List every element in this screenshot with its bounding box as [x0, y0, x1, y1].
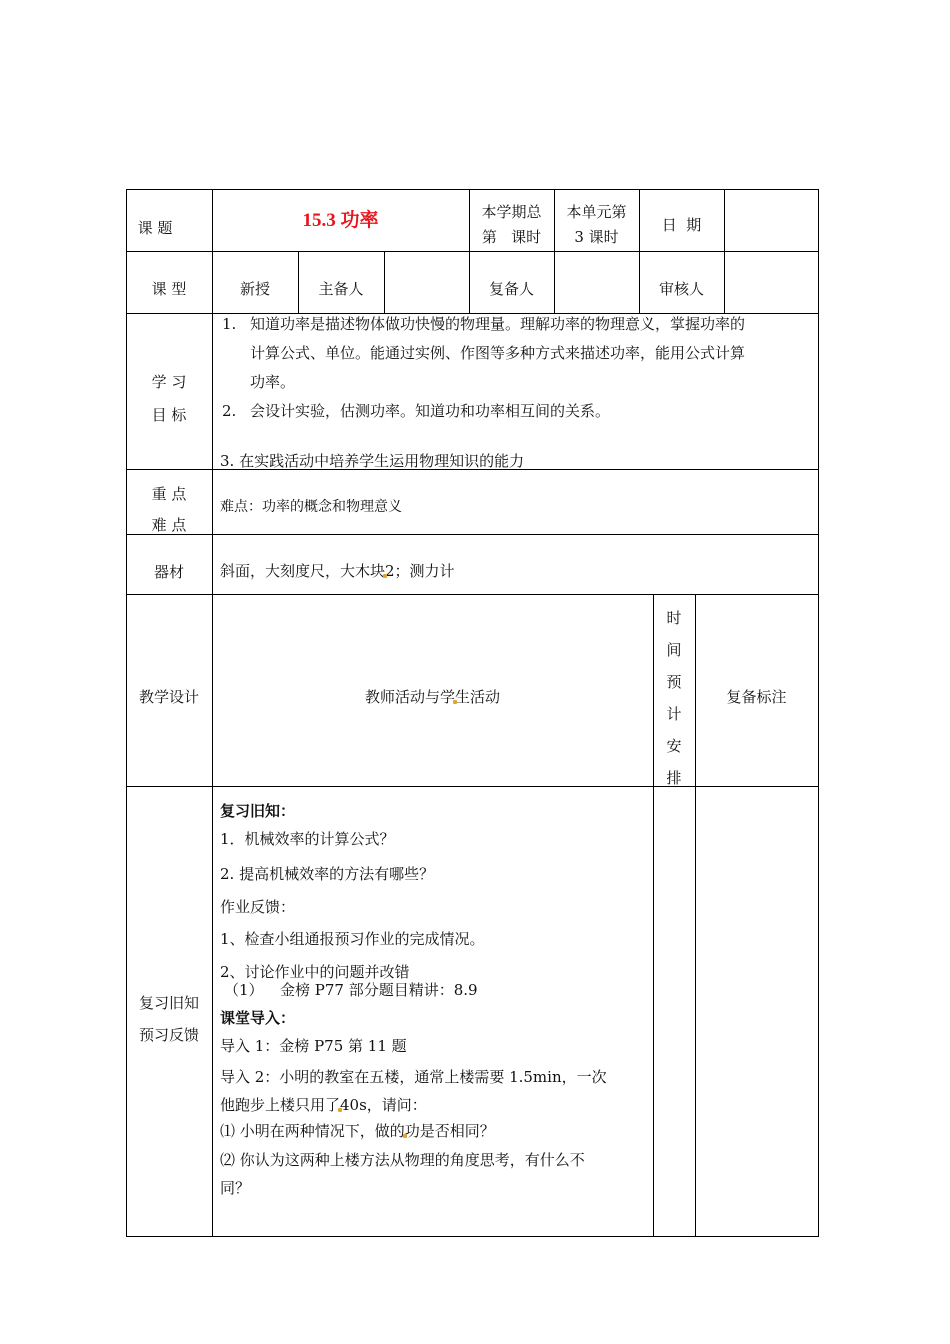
goals-label-line1: 学 习	[151, 373, 187, 391]
lesson-plan-table	[126, 189, 819, 1237]
intro-question-a-part2: 功是否相同？	[404, 1122, 495, 1140]
time-plan-char: 计	[666, 705, 682, 723]
time-plan-char: 间	[666, 641, 682, 659]
design-label: 教学设计	[138, 688, 199, 706]
intro-question-a-part1: ⑴ 小明在两种情况下，做的	[220, 1122, 405, 1140]
semester-total-line1: 本学期总	[481, 203, 542, 221]
lesson-type-value: 新授	[239, 280, 270, 298]
semester-total-line2: 第 课时	[481, 228, 542, 246]
review-heading: 复习旧知：	[220, 802, 296, 820]
goal-1-line1: 知道功率是描述物体做功快慢的物理量。理解功率的物理意义，掌握功率的	[250, 315, 746, 333]
row-divider	[126, 594, 819, 595]
goal-1-line3: 功率。	[250, 373, 296, 391]
row-divider	[126, 786, 819, 787]
topic-label: 课 题	[137, 219, 173, 237]
table-border-top	[126, 189, 819, 190]
column-divider	[212, 189, 213, 1237]
activities-heading-part1: 教师活动与学	[364, 688, 455, 706]
intro-2-line2-part2: 40s，请问：	[340, 1096, 427, 1114]
intro-2-line2	[220, 1095, 427, 1115]
review-question-1: 1．机械效率的计算公式？	[220, 830, 395, 848]
unit-lesson-line1: 本单元第	[566, 203, 627, 221]
time-plan-char: 预	[666, 673, 682, 691]
date-label: 日 期	[661, 216, 702, 234]
column-divider	[724, 189, 725, 313]
goal-2-number: 2.	[222, 402, 237, 420]
equipment-text-part2: 2；测力计	[385, 562, 455, 580]
homework-item-1: 1、检查小组通报预习作业的完成情况。	[220, 930, 485, 948]
notes-label: 复备标注	[726, 688, 787, 706]
equipment-text-part1: 斜面，大刻度尺，大木块	[220, 562, 386, 580]
table-border-left	[126, 189, 127, 1237]
review-label-line2: 预习反馈	[138, 1026, 199, 1044]
time-plan-char: 时	[666, 609, 682, 627]
review-question-2: 2. 提高机械效率的方法有哪些？	[220, 865, 435, 883]
intro-question-b-line1: ⑵ 你认为这两种上楼方法从物理的角度思考，有什么不	[220, 1151, 585, 1169]
homework-heading: 作业反馈：	[220, 898, 296, 916]
activities-heading-part2: 生活动	[455, 688, 501, 706]
row-divider	[126, 534, 819, 535]
goal-1-line2: 计算公式、单位。能通过实例、作图等多种方式来描述功率，能用公式计算	[250, 344, 746, 362]
keypoints-label-line1: 重 点	[151, 485, 187, 503]
intro-question-a	[220, 1121, 495, 1141]
intro-question-b-line2: 同？	[220, 1179, 251, 1197]
goal-3-text: 3. 在实践活动中培养学生运用物理知识的能力	[220, 452, 525, 470]
keypoints-text: 难点：功率的概念和物理意义	[220, 499, 402, 515]
review-label-line1: 复习旧知	[138, 994, 199, 1012]
goals-label-line2: 目 标	[151, 406, 187, 424]
time-plan-char: 排	[666, 769, 682, 787]
intro-2-line2-part1: 他跑步上楼只用了	[220, 1096, 341, 1114]
intro-2-line1: 导入 2：小明的教室在五楼，通常上楼需要 1.5min，一次	[220, 1068, 607, 1086]
homework-item-2: 2、讨论作业中的问题并改错	[220, 963, 410, 981]
table-border-right	[818, 189, 819, 1237]
intro-1: 导入 1：金榜 P75 第 11 题	[220, 1037, 407, 1055]
column-divider	[384, 251, 385, 313]
row-divider	[126, 251, 819, 252]
homework-item-3-number: （1）	[224, 981, 264, 999]
equipment-label: 器材	[153, 563, 184, 581]
reviewer-label: 复备人	[488, 280, 534, 298]
lesson-type-label: 课 型	[151, 280, 187, 298]
lesson-title: 15.3 功率	[302, 210, 379, 231]
time-plan-vertical-label	[654, 602, 694, 794]
unit-lesson-line2: 3 课时	[574, 228, 619, 246]
intro-heading: 课堂导入：	[220, 1009, 296, 1027]
homework-item-3-text: 金榜 P77 部分题目精讲：8.9	[280, 981, 478, 999]
goal-2-text: 会设计实验，估测功率。知道功和功率相互间的关系。	[250, 402, 611, 420]
time-plan-char: 安	[666, 737, 682, 755]
keypoints-label-line2: 难 点	[151, 516, 187, 534]
table-border-bottom	[126, 1236, 819, 1237]
goal-1-number: 1.	[222, 315, 237, 333]
equipment-text	[220, 561, 455, 581]
activities-heading	[212, 687, 653, 707]
auditor-label: 审核人	[658, 280, 704, 298]
preparer-label: 主备人	[318, 280, 364, 298]
